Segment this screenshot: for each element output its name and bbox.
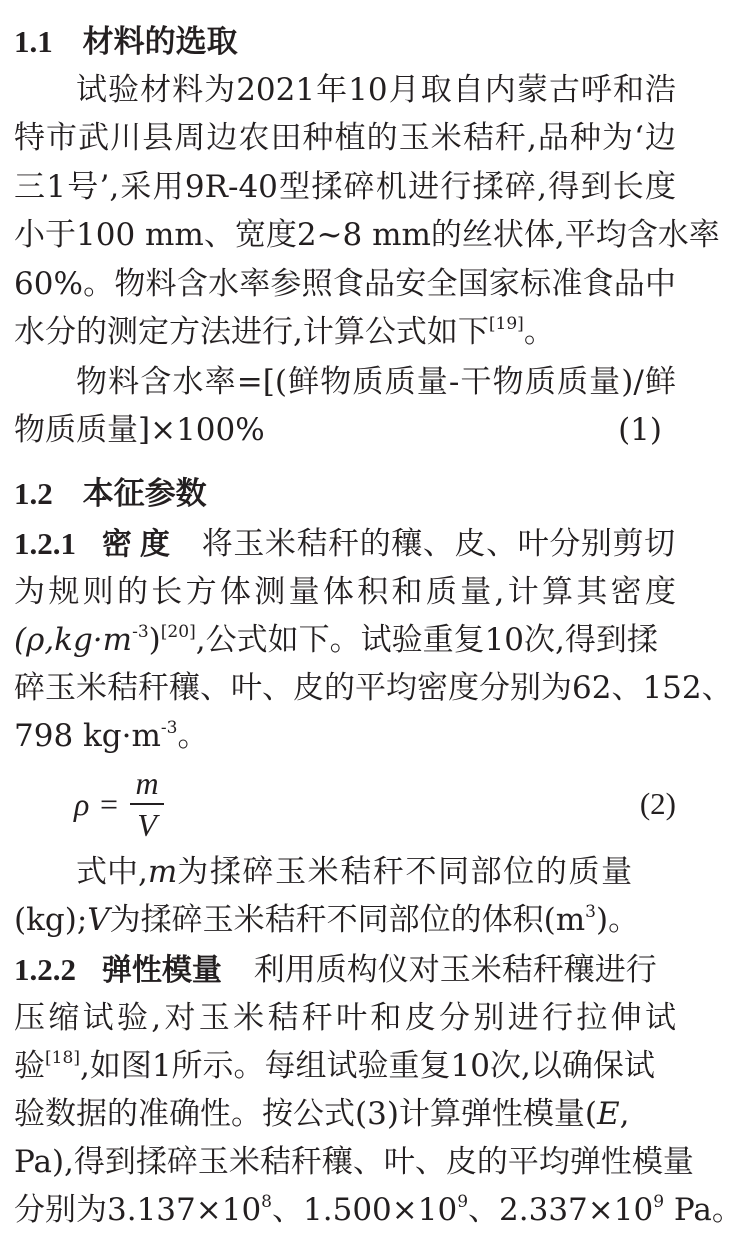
- text-line: [14, 308, 676, 356]
- text-line: 三1号’,采用9R-40型揉碎机进行揉碎,得到长度: [14, 169, 676, 205]
- text-line: 试验材料为2021年10月取自内蒙古呼和浩: [76, 72, 676, 108]
- section-number: 1.1: [14, 24, 53, 59]
- equation-2: [74, 766, 676, 846]
- text-span: 式中,: [76, 854, 148, 890]
- fraction-bar: [130, 803, 164, 805]
- text-span: 。: [177, 718, 209, 754]
- text-span: 利用质构仪对玉米秸秆穰进行: [253, 952, 657, 988]
- superscript: 9: [653, 1192, 665, 1213]
- text-line: 为规则的长方体测量体积和质量,计算其密度: [14, 574, 676, 610]
- text-line: [14, 1186, 743, 1234]
- subsection-title: 密度: [101, 527, 178, 562]
- text-span: 为揉碎玉米秸秆不同部位的体积(m: [109, 902, 586, 938]
- citation-ref: [20]: [160, 622, 196, 643]
- section-number: 1.2: [14, 476, 53, 511]
- subsection-1-2-2-line: [14, 946, 676, 994]
- text-span: 。: [523, 314, 555, 350]
- superscript: 8: [261, 1192, 273, 1213]
- text-line: [14, 1090, 676, 1138]
- text-span: ,: [619, 1096, 630, 1132]
- superscript: -3: [160, 718, 178, 739]
- text-line: Pa),得到揉碎玉米秸秆穰、叶、皮的平均弹性模量: [14, 1144, 694, 1180]
- subsection-1-2-1-line: [14, 520, 676, 568]
- text-line: [14, 896, 676, 944]
- text-span: )。: [596, 902, 640, 938]
- equation-equals: =: [100, 786, 119, 822]
- text-line: [14, 712, 676, 760]
- section-title: 本征参数: [82, 476, 207, 512]
- fraction-numerator: m: [135, 765, 159, 801]
- subsection-title: 弹性模量: [101, 953, 222, 988]
- text-span: ,如图1所示。每组试验重复10次,以确保试: [79, 1048, 655, 1084]
- text-span: (kg);: [14, 902, 88, 938]
- text-line: [76, 848, 738, 896]
- text-span: 分别为3.137×10: [14, 1192, 262, 1228]
- text-span: 798 kg·m: [14, 718, 161, 754]
- text-line: 特市武川县周边农田种植的玉米秸秆,品种为‘边: [14, 120, 676, 156]
- text-span: ,公式如下。试验重复10次,得到揉: [195, 622, 658, 658]
- superscript: 9: [457, 1192, 469, 1213]
- text-span: 物质质量]×100%: [14, 412, 265, 448]
- text-span: 将玉米秸秆的穰、皮、叶分别剪切: [201, 526, 676, 562]
- equation-1-line-2: [14, 406, 676, 454]
- variable-E: E: [597, 1096, 620, 1132]
- text-span: 、2.337×10: [468, 1192, 654, 1228]
- equation-number: (1): [618, 412, 662, 448]
- fraction: [130, 766, 164, 842]
- section-heading-1-2: [14, 470, 676, 518]
- variable-m: m: [147, 854, 178, 890]
- section-title: 材料的选取: [82, 24, 238, 60]
- text-span: ): [148, 622, 161, 658]
- text-span: 、1.500×10: [272, 1192, 458, 1228]
- variable-V: V: [87, 902, 110, 938]
- text-span: Pa。: [664, 1192, 743, 1228]
- superscript: 3: [585, 902, 596, 923]
- subsection-number: 1.2.1: [14, 526, 76, 561]
- section-heading-1-1: [14, 18, 676, 66]
- citation-ref: [18]: [45, 1048, 80, 1069]
- citation-ref: [19]: [488, 314, 524, 335]
- text-span: 验数据的准确性。按公式(3)计算弹性模量(: [14, 1096, 598, 1132]
- text-line: [14, 1042, 676, 1090]
- text-span: 为揉碎玉米秸秆不同部位的质量: [177, 854, 634, 890]
- text-line: 压缩试验,对玉米秸秆叶和皮分别进行拉伸试: [14, 1000, 676, 1036]
- text-line: [14, 616, 676, 664]
- superscript: -3: [132, 622, 149, 643]
- text-span: 水分的测定方法进行,计算公式如下: [14, 314, 489, 350]
- equation-1-line-1: 物料含水率=[(鲜物质质量-干物质质量)/鲜: [76, 364, 676, 400]
- equation-number: (2): [639, 786, 676, 821]
- fraction-denominator: V: [137, 807, 157, 843]
- text-line: 60%。物料含水率参照食品安全国家标准食品中: [14, 266, 676, 302]
- equation-lhs: ρ: [74, 786, 90, 822]
- subsection-number: 1.2.2: [14, 952, 76, 987]
- text-line: 碎玉米秸秆穰、叶、皮的平均密度分别为62、152、: [14, 670, 733, 706]
- text-span: 验: [14, 1048, 45, 1084]
- text-span: (ρ,kg·m: [14, 622, 133, 658]
- text-line: 小于100 mm、宽度2~8 mm的丝状体,平均含水率: [14, 217, 720, 253]
